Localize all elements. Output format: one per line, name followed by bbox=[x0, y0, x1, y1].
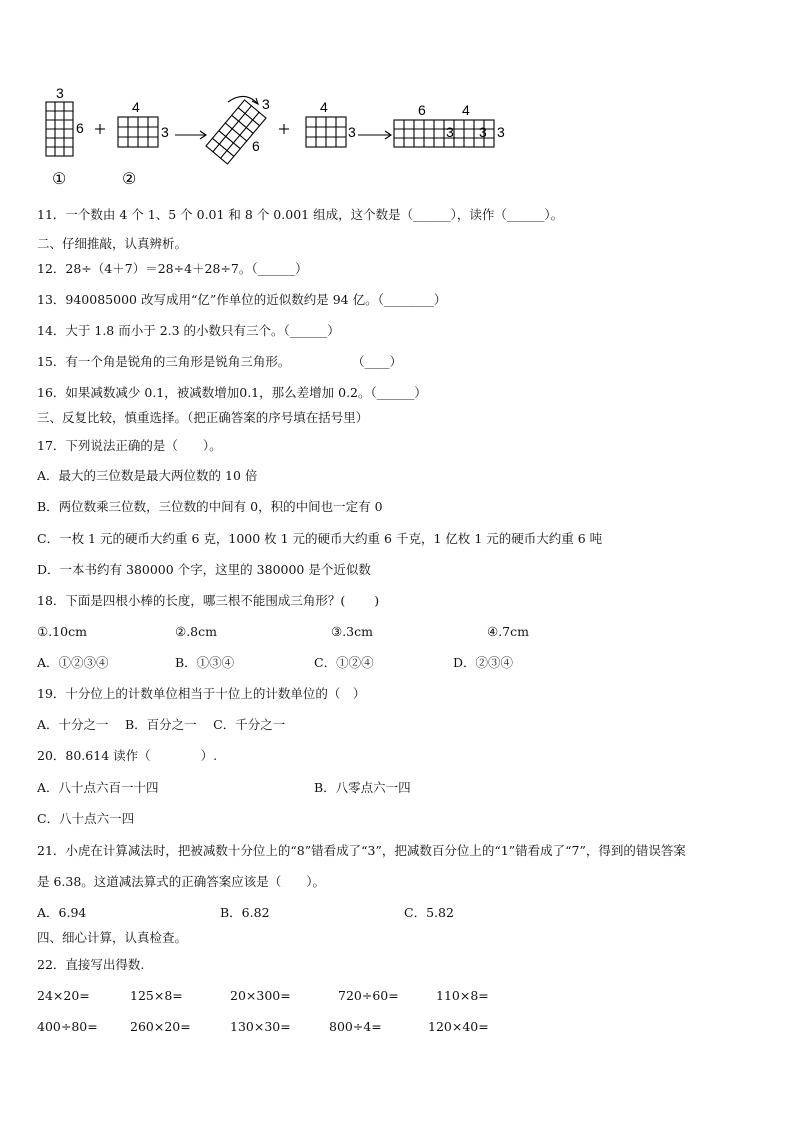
question-11: 11．一个数由 4 个 1、5 个 0.01 和 8 个 0.001 组成，这个数是（______），读作（______）。 bbox=[37, 207, 564, 222]
question-21-option-b: B．6.82 bbox=[220, 905, 270, 920]
calc-item: 400÷80= bbox=[37, 1019, 98, 1034]
fig-label: 3 bbox=[479, 124, 487, 140]
question-17-option-d: D．一本书约有 380000 个字，这里的 380000 是个近似数 bbox=[37, 562, 371, 577]
fig-label: 4 bbox=[320, 99, 328, 115]
question-18-stem: 18．下面是四根小棒的长度，哪三根不能围成三角形？( ) bbox=[37, 593, 380, 608]
calc-item: 20×300= bbox=[230, 988, 291, 1003]
question-21-option-a: A．6.94 bbox=[37, 905, 87, 920]
stick-length-4: ④.7cm bbox=[487, 624, 529, 639]
grid-shape-2 bbox=[118, 117, 158, 147]
fig-label: 3 bbox=[497, 124, 505, 140]
question-20-option-c: C．八十点六一四 bbox=[37, 811, 135, 826]
question-20-option-a: A．八十点六百一十四 bbox=[37, 780, 159, 795]
calc-item: 260×20= bbox=[130, 1019, 191, 1034]
calc-item: 120×40= bbox=[428, 1019, 489, 1034]
question-21-stem-line-2: 是 6.38。这道减法算式的正确答案应该是（ ）。 bbox=[37, 874, 326, 889]
section-heading-4: 四、细心计算，认真检查。 bbox=[37, 930, 188, 945]
figure-svg bbox=[40, 84, 510, 192]
question-17-option-c: C．一枚 1 元的硬币大约重 6 克，1000 枚 1 元的硬币大约重 6 千克，1 亿枚 1 元的硬币大约重 6 吨 bbox=[37, 531, 603, 546]
question-18-option-b: B．①③④ bbox=[175, 655, 235, 670]
calc-item: 125×8= bbox=[130, 988, 183, 1003]
question-17-option-a: A．最大的三位数是最大两位数的 10 倍 bbox=[37, 468, 258, 483]
question-17-option-b: B．两位数乘三位数，三位数的中间有 0，积的中间也一定有 0 bbox=[37, 499, 383, 514]
section-heading-2: 二、仔细推敲，认真辨析。 bbox=[37, 236, 188, 251]
fig-label: 6 bbox=[76, 120, 84, 136]
fig-label: 3 bbox=[446, 124, 454, 140]
stick-length-3: ③.3cm bbox=[331, 624, 373, 639]
question-17-stem: 17．下列说法正确的是（ ）。 bbox=[37, 438, 222, 453]
calc-item: 24×20= bbox=[37, 988, 90, 1003]
question-18-option-d: D．②③④ bbox=[453, 655, 514, 670]
grid-rotation-figure bbox=[40, 84, 510, 192]
question-19-options: A．十分之一 B．百分之一 C．千分之一 bbox=[37, 717, 286, 732]
question-20-option-b: B．八零点六一四 bbox=[314, 780, 411, 795]
circled-label-1: ① bbox=[52, 171, 67, 188]
question-22-stem: 22．直接写出得数. bbox=[37, 957, 145, 972]
section-heading-3: 三、反复比较，慎重选择。（把正确答案的序号填在括号里） bbox=[37, 410, 369, 425]
question-14: 14．大于 1.8 而小于 2.3 的小数只有三个。（______） bbox=[37, 323, 340, 338]
circled-label-2: ② bbox=[122, 171, 137, 188]
stick-length-1: ①.10cm bbox=[37, 624, 87, 639]
fig-label: 6 bbox=[252, 138, 260, 154]
calc-item: 110×8= bbox=[436, 988, 489, 1003]
calc-item: 800÷4= bbox=[329, 1019, 382, 1034]
question-13: 13．940085000 改写成用“亿”作单位的近似数约是 94 亿。（________） bbox=[37, 292, 447, 307]
question-21-stem-line-1: 21．小虎在计算减法时，把被减数十分位上的“8”错看成了“3”，把减数百分位上的“1”错看成了“7”，得到的错误答案 bbox=[37, 843, 686, 858]
question-18-option-a: A．①②③④ bbox=[37, 655, 109, 670]
question-18-option-c: C．①②④ bbox=[314, 655, 374, 670]
calc-item: 130×30= bbox=[230, 1019, 291, 1034]
question-15: 15．有一个角是锐角的三角形是锐角三角形。 bbox=[37, 354, 291, 369]
fig-label: 4 bbox=[132, 99, 140, 115]
grid-shape-1 bbox=[46, 102, 73, 156]
fig-label: 4 bbox=[462, 102, 470, 118]
question-21-option-c: C．5.82 bbox=[404, 905, 454, 920]
question-12: 12．28÷（4＋7）＝28÷4＋28÷7。（______） bbox=[37, 261, 308, 276]
fig-label: 3 bbox=[161, 124, 169, 140]
grid-shape-3 bbox=[306, 117, 346, 147]
fig-label: 6 bbox=[418, 102, 426, 118]
question-19-stem: 19．十分位上的计数单位相当于十位上的计数单位的（ ） bbox=[37, 686, 366, 701]
fig-label: 3 bbox=[348, 124, 356, 140]
fig-label: 3 bbox=[262, 96, 270, 112]
calc-item: 720÷60= bbox=[338, 988, 399, 1003]
question-15-blank: （____） bbox=[352, 354, 403, 369]
rotation-arc bbox=[228, 96, 258, 104]
rotated-grid-shape bbox=[206, 100, 266, 164]
fig-label: 3 bbox=[56, 85, 64, 101]
question-20-stem: 20．80.614 读作（ ）. bbox=[37, 748, 218, 763]
stick-length-2: ②.8cm bbox=[175, 624, 217, 639]
question-16: 16．如果减数减少 0.1，被减数增加0.1，那么差增加 0.2。（______） bbox=[37, 385, 427, 400]
